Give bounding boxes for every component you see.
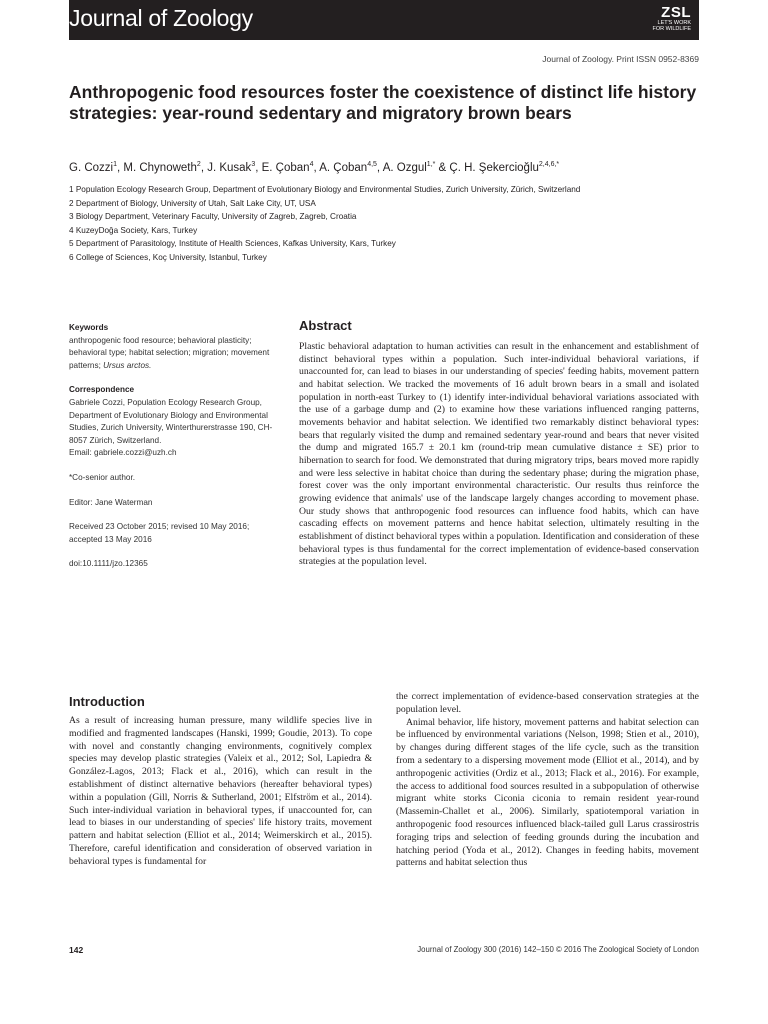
abstract-section (299, 318, 699, 569)
body-column-right (396, 691, 699, 870)
page-number: 142 (69, 945, 84, 955)
body-column-left (69, 694, 372, 869)
author-list: G. Cozzi$^1$, M. Chynoweth$^2$, J. Kusak$^3$, E. Çoban$^4$, A. Çoban$^{4,5}$, A. Ozgul$^{1,*}$ & Ç. H. Şekercioğlu$^{2,4,6,*}$ (69, 161, 560, 174)
affiliation: 3 Biology Department, Veterinary Faculty, University of Zagreb, Zagreb, Croatia (69, 212, 357, 222)
editor-note: Editor: Jane Waterman (69, 497, 153, 507)
author: G. Cozzi$^1$ (69, 161, 117, 174)
affiliation: 5 Department of Parasitology, Institute of Health Sciences, Kafkas University, Kars, Turkey (69, 239, 396, 249)
intro-paragraph: As a result of increasing human pressure, many wildlife species live in modified and fragmented landscapes (Hanski, 1999; Goudie, 2013). To cope with novel and constantly changing environments, cognitively complex species may develop plastic strategies (Valeix et al., 2012; Sol, Lapiedra & González-Lagos, 2013; Flack et al., 2016), which can result in the establishment of distinct alternative behaviors (hereafter behavioral types) within a population (Gill, Norris & Sutherland, 2001; Elfström et al., 2014). Such inter-individual variation in behavioral types, if unaccounted for, can lead to biases in our understanding of species' life history traits, movement pattern and habitat selection (Elliot et al., 2014; Weimerskirch et al., 2015). Therefore, careful identification and consideration of observed variation in behavioral types is fundamental for (69, 715, 372, 867)
introduction-heading: Introduction (69, 694, 145, 709)
journal-banner (69, 0, 699, 40)
correspondence-label: Correspondence (69, 385, 135, 395)
author: E. Çoban$^4$ (261, 161, 314, 174)
zsl-logo-tagline: LET'S WORK FOR WILDLIFE (652, 20, 691, 32)
affiliation: 1 Population Ecology Research Group, Department of Evolutionary Biology and Environmental Studies, Zurich University, Zürich, Switzerland (69, 185, 581, 194)
affiliation: 4 KuzeyDoğa Society, Kars, Turkey (69, 225, 198, 235)
doi-link[interactable]: doi:10.1111/jzo.12365 (69, 559, 148, 569)
keywords-label: Keywords (69, 323, 109, 332)
zsl-logo (637, 3, 699, 37)
affiliation-list (69, 183, 709, 265)
abstract-heading: Abstract (299, 318, 352, 333)
article-title: Anthropogenic food resources foster the coexistence of distinct life history strategies: year-round sedentary and migratory brown bears (69, 82, 697, 123)
footer-citation: Journal of Zoology 300 (2016) 142–150 © 2016 The Zoological Society of London (417, 945, 699, 954)
correspondence-email[interactable]: Email: gabriele.cozzi@uzh.ch (69, 448, 177, 458)
article-info-sidebar (69, 322, 281, 583)
zsl-logo-text: ZSL (661, 4, 691, 21)
keywords-block (69, 322, 281, 372)
affiliation: 6 College of Sciences, Koç University, Istanbul, Turkey (69, 252, 267, 262)
affiliation: 2 Department of Biology, University of Utah, Salt Lake City, UT, USA (69, 198, 316, 208)
abstract-text: Plastic behavioral adaptation to human activities can result in the enhancement and establishment of distinct behavioral types within a population. Such inter-individual behavioral variations, if unaccounted for, can lead to biases in our understanding of species' feeding habits, movement pattern and habitat selection. We tracked the movements of 16 adult brown bears in a small and isolated population in north-east Turkey to (1) identify inter-individual behavioral variations associated with the use of a garbage dump and (2) to examine how these variations influenced ranging patterns, movements behavior and habitat selection. We identified two remarkably distinct behavioral types: bears that regularly visited the dump and remained sedentary year-round and bears that never visited the dump and migrated 165.7 ± 20.1 km (round-trip mean cumulative distance ± SE) prior to hibernation to search for food. We demonstrated that during migratory trips, bears moved more rapidly and were less selective in habitat choice than during the sedentary phase; during the migration phase, forest cover was the only important environmental characteristic. Our results thus reinforce the growing evidence that animals' use of the landscape largely changes according to movement phase. Our study shows that anthropogenic food resources can influence food habits, which can have cascading effects on movement patterns and hence habitat selection, ultimately resulting in the establishment of distinct behavioral types within a population. Identification and consideration of these behavioral types is thus fundamental for the correct implementation of evidence-based conservation strategies at the population level. (299, 341, 699, 568)
issn-line: Journal of Zoology. Print ISSN 0952-8369 (542, 54, 699, 64)
author: J. Kusak$^3$ (207, 161, 256, 174)
author: A. Çoban$^{4,5}$ (319, 161, 377, 174)
author: M. Chynoweth$^2$ (123, 161, 201, 174)
correspondence-address: Gabriele Cozzi, Population Ecology Research Group, Department of Evolutionary Biology and Environmental Studies, Zurich University, Winterthurerstrasse 190, CH-8057 Zürich, Switzerland. (69, 397, 273, 445)
intro-paragraph-continued: the correct implementation of evidence-based conservation strategies at the population level. (396, 691, 699, 715)
received-dates: Received 23 October 2015; revised 10 May 2016; accepted 13 May 2016 (69, 522, 250, 544)
keywords-text: anthropogenic food resource; behavioral plasticity; behavioral type; habitat selection; migration; movement patterns; Ursus arctos. (69, 335, 270, 370)
author: A. Ozgul$^{1,*}$ (382, 161, 436, 174)
journal-name: Journal of Zoology (69, 5, 253, 31)
correspondence-block (69, 384, 281, 460)
author: Ç. H. Şekercioğlu$^{2,4,6,*}$ (449, 161, 560, 174)
intro-paragraph: Animal behavior, life history, movement patterns and habitat selection can be influenced by environmental variations (Nelson, 1998; Stien et al., 2010), by changes during different stages of the life cycle, such as the transition from a sedentary to a dispersing movement mode (Elliot et al., 2014), and by anthropogenic activities (Ordiz et al., 2013; Flack et al., 2016). For example, the access to additional food sources resulted in a subpopulation of otherwise migrant white storks Ciconia ciconia to remain resident year-round (Massemin-Challet et al., 2006). Similarly, spatiotemporal variation in anthropogenic food resources influenced black-tailed gull Larus crassirostris foraging trips and selection of feeding grounds during the incubation and hatching period (Yoda et al., 2012). Changes in feeding habits, movement patterns and habitat selection thus (396, 716, 699, 869)
co-senior-note: *Co-senior author. (69, 472, 135, 482)
